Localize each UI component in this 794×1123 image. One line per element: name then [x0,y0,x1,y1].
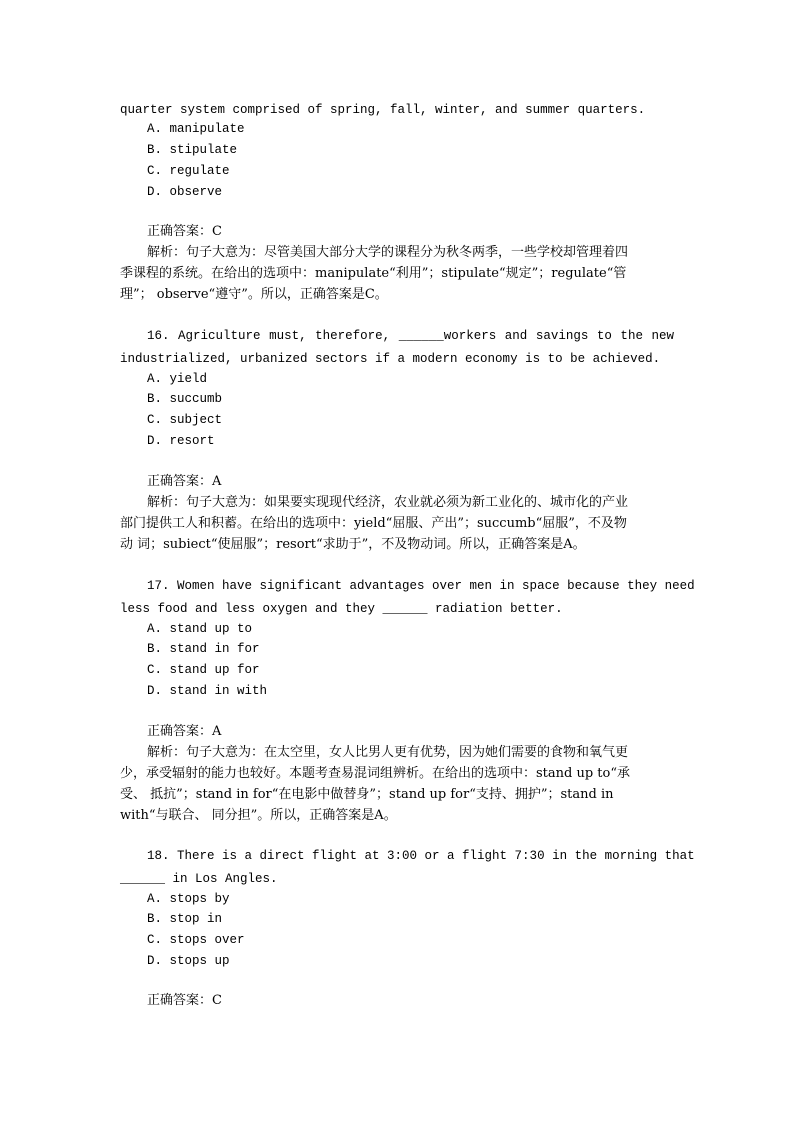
q16-answer: 正确答案：A [147,474,222,489]
q17-analysis-line-3: 受、 抵抗”；stand in for“在电影中做替身”；stand up for“支持、拥护”；stand in [120,787,614,802]
q18-answer: 正确答案：C [147,993,222,1008]
q18-option-d: D. stops up [147,954,230,968]
q16-option-b: B. succumb [147,392,223,406]
q15-stem-tail: quarter system comprised of spring, fall, winter, and summer quarters. [120,103,646,117]
q17-option-d: D. stand in with [147,684,268,698]
q17-option-b: B. stand in for [147,642,260,656]
q16-analysis-line-1: 解析：句子大意为：如果要实现现代经济，农业就必须为新工业化的、城市化的产业 [147,495,629,510]
q17-option-c: C. stand up for [147,663,260,677]
q16-stem-line-1: 16. Agriculture must, therefore, ______workers and savings to the new [147,329,674,343]
q15-answer: 正确答案：C [147,224,222,239]
q17-option-a: A. stand up to [147,622,253,636]
q16-analysis-line-2: 部门提供工人和积蓄。在给出的选项中：yield“屈服、产出”；succumb“屈服”，不及物 [120,516,627,531]
q16-option-d: D. resort [147,434,215,448]
q15-analysis-line-1: 解析：句子大意为：尽管美国大部分大学的课程分为秋冬两季，一些学校却管理着四 [147,245,629,260]
q17-answer: 正确答案：A [147,724,222,739]
q17-stem-line-1: 17. Women have significant advantages over men in space because they need [147,579,695,593]
q15-analysis-line-2: 季课程的系统。在给出的选项中：manipulate“利用”；stipulate“规定”；regulate“管 [120,266,627,281]
q15-option-b: B. stipulate [147,143,238,157]
q17-analysis-line-1: 解析：句子大意为：在太空里，女人比男人更有优势，因为她们需要的食物和氧气更 [147,745,629,760]
q15-option-d: D. observe [147,185,223,199]
q17-stem-line-2: less food and less oxygen and they ______ radiation better. [120,602,563,616]
q17-analysis-line-4: with“与联合、 同分担”。所以，正确答案是A。 [120,808,397,823]
q17-analysis-line-2: 少，承受辐射的能力也较好。本题考查易混词组辨析。在给出的选项中：stand up to“承 [120,766,630,781]
q18-option-a: A. stops by [147,892,230,906]
q16-analysis-line-3: 动 词；subiect“使屈服”；resort“求助于”，不及物动词。所以，正确答案是A。 [120,537,586,552]
q18-option-b: B. stop in [147,912,223,926]
q18-option-c: C. stops over [147,933,245,947]
q18-stem-line-1: 18. There is a direct flight at 3:00 or a flight 7:30 in the morning that [147,849,695,863]
q15-option-c: C. regulate [147,164,230,178]
q15-option-a: A. manipulate [147,122,245,136]
q15-analysis-line-3: 理”； observe“遵守”。所以，正确答案是C。 [120,287,388,302]
q18-stem-line-2: ______ in Los Angles. [120,872,278,886]
q16-option-c: C. subject [147,413,223,427]
q16-stem-line-2: industrialized, urbanized sectors if a modern economy is to be achieved. [120,352,661,366]
q16-option-a: A. yield [147,372,208,386]
